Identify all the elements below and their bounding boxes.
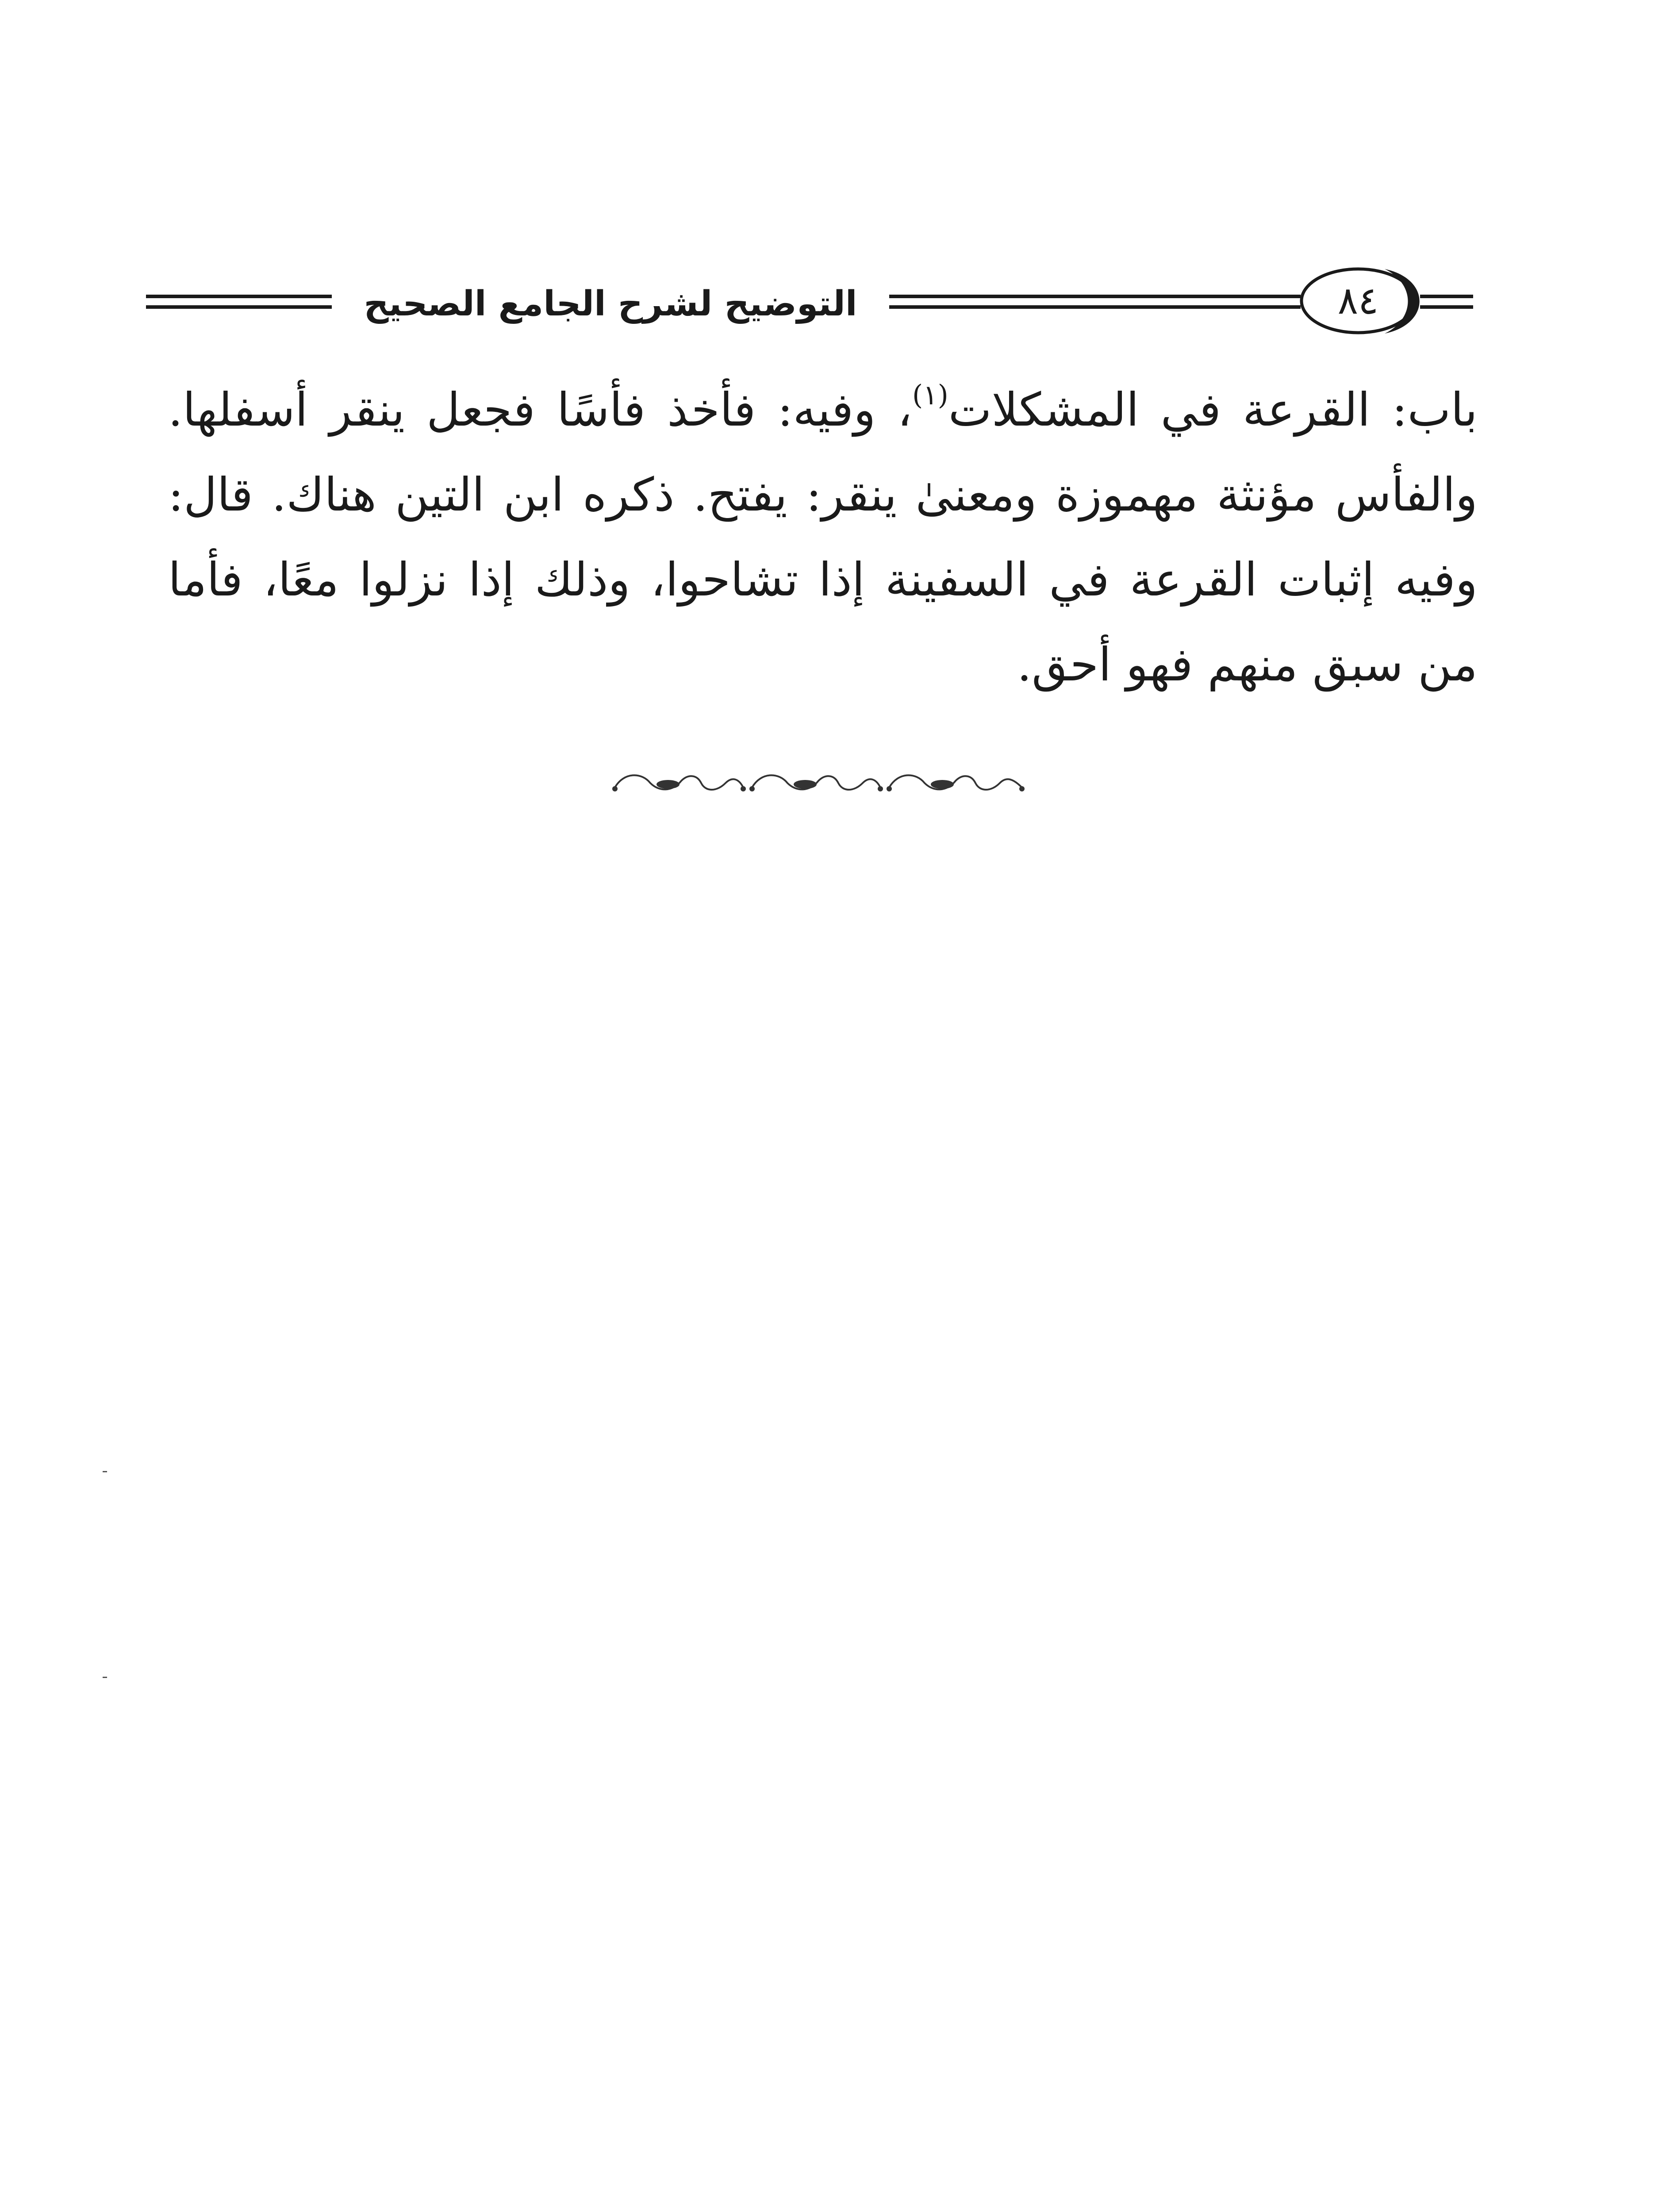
running-header: [146, 261, 1473, 341]
body-paragraph: [168, 367, 1478, 707]
chapter-heading-text: باب: القرعة في المشكلات: [948, 383, 1478, 437]
footnote-reference: (١): [912, 379, 948, 411]
running-title: التوضيح لشرح الجامع الصحيح: [358, 280, 863, 328]
body-text: [168, 367, 1478, 707]
ornament-divider: [606, 768, 1031, 799]
paragraph-text: ، وفيه: فأخذ فأسًا فجعل ينقر أسفلها. والفأس مؤنثة مهموزة ومعنىٰ ينقر: يفتح. ذكره ابن التين هناك. قال: وفيه إثبات القرعة في السفينة إذا تشاحوا، وذلك إذا نزلوا معًا، فأما من سبق منهم فهو أحق.: [168, 383, 1478, 691]
flourish-icon: [606, 768, 1031, 799]
page-number: ٨٤: [1337, 279, 1379, 323]
margin-mark: [103, 1471, 107, 1472]
margin-mark: [103, 1677, 107, 1678]
